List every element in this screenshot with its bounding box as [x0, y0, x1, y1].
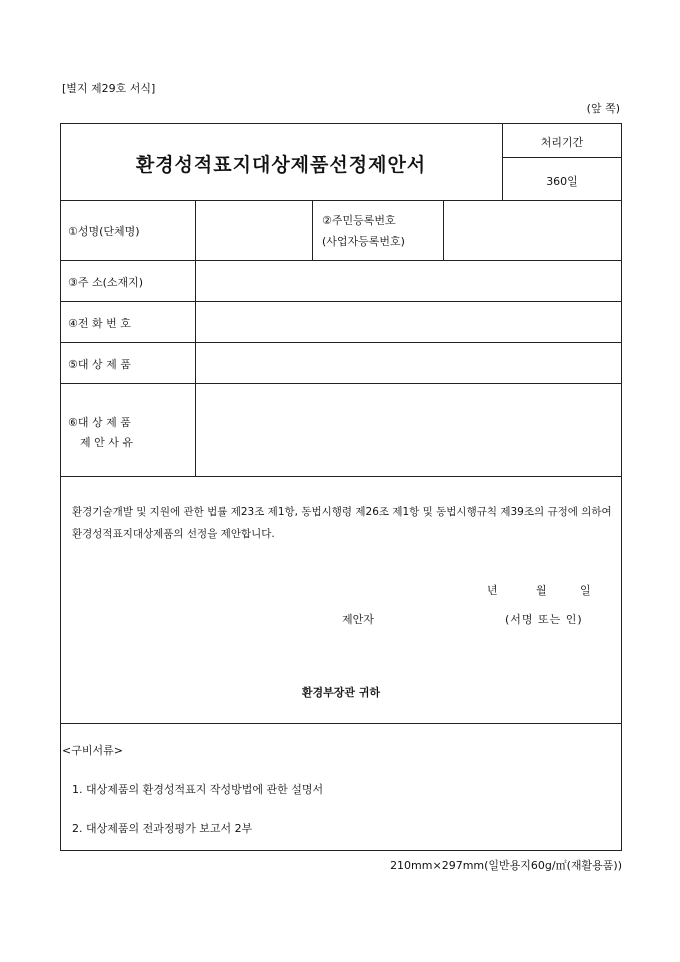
business-reg-number-label: (사업자등록번호) — [322, 235, 405, 248]
reg-label-left-line — [312, 200, 313, 260]
date-year: 년 — [487, 584, 498, 597]
declaration-text: 환경기술개발 및 지원에 관한 법률 제23조 제1항, 동법시행령 제26조 제1항 및 동법시행규칙 제39조의 규정에 의하여 환경성적표지대상제품의 선정을 제안합니다. — [72, 506, 612, 540]
product-label: ⑤대 상 제 품 — [68, 358, 131, 371]
reason-field[interactable] — [196, 384, 621, 476]
attachments-heading: <구비서류> — [62, 744, 123, 757]
attachment-item: 2. 대상제품의 전과정평가 보고서 2부 — [72, 822, 253, 835]
attachments-divider — [60, 723, 622, 724]
reg-number-label: ②주민등록번호 — [322, 214, 396, 227]
phone-label: ④전 화 번 호 — [68, 317, 131, 330]
name-field[interactable] — [196, 201, 312, 260]
signature-label: (서명 또는 인) — [505, 613, 583, 626]
phone-field[interactable] — [196, 302, 621, 342]
name-label: ①성명(단체명) — [68, 225, 140, 238]
processing-divider — [502, 157, 622, 158]
proposer-label: 제안자 — [342, 613, 374, 626]
reason-label-line-1: ⑥대 상 제 품 — [68, 416, 131, 429]
form-title: 환경성적표지대상제품선정제안서 — [135, 154, 427, 176]
row-divider-5 — [60, 476, 622, 477]
processing-period-label: 처리기간 — [540, 136, 584, 149]
product-field[interactable] — [196, 343, 621, 383]
processing-period-value: 360일 — [546, 175, 578, 188]
reg-number-field[interactable] — [444, 201, 621, 260]
paper-spec: 210mm×297mm(일반용지60g/㎡(재활용품)) — [390, 859, 622, 872]
reason-label-line-2: 제 안 사 유 — [80, 436, 133, 449]
attachment-item: 1. 대상제품의 환경성적표지 작성방법에 관한 설명서 — [72, 783, 324, 796]
addressee: 환경부장관 귀하 — [301, 686, 381, 699]
address-label: ③주 소(소재지) — [68, 276, 144, 289]
date-day: 일 — [580, 584, 591, 597]
form-reference: [별지 제29호 서식] — [62, 82, 156, 95]
address-field[interactable] — [196, 261, 621, 301]
page-side-label: (앞 쪽) — [586, 102, 620, 115]
date-month: 월 — [536, 584, 547, 597]
